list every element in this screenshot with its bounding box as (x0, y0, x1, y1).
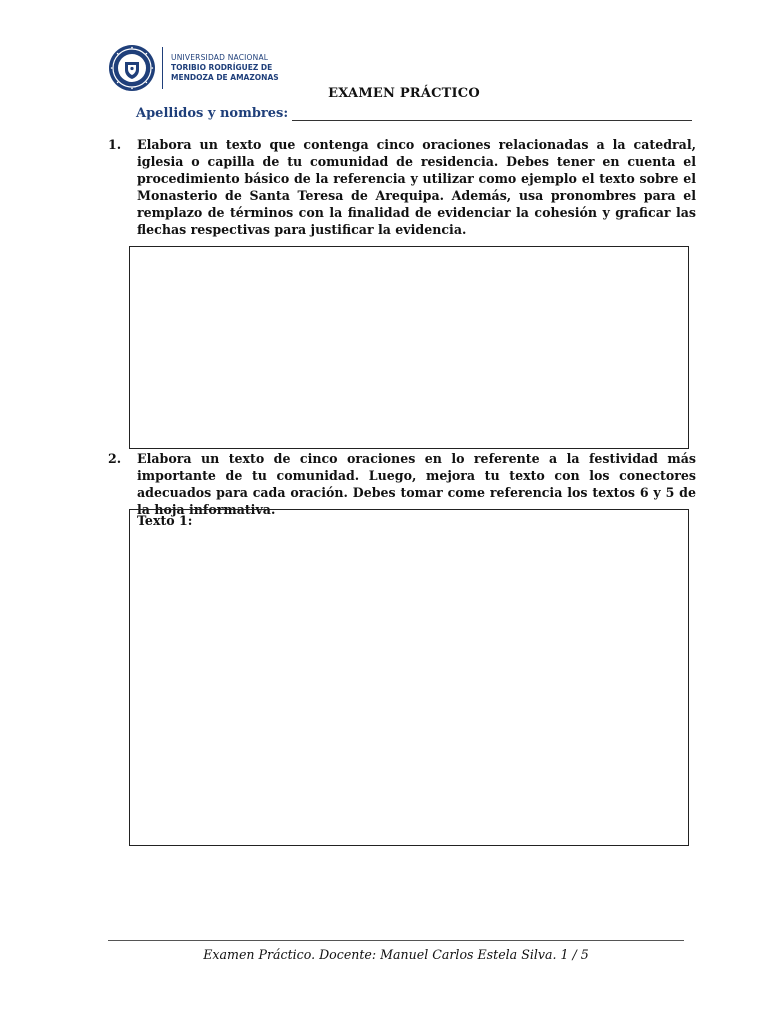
question-2 (108, 450, 696, 518)
student-names-row (136, 103, 692, 121)
logo-line-1: UNIVERSIDAD NACIONAL (171, 53, 269, 62)
question-2-number: 2. (108, 451, 122, 466)
footer-divider (108, 940, 684, 941)
logo-wordmark (171, 53, 279, 83)
student-names-field[interactable] (292, 106, 692, 121)
question-2-text: Elabora un texto de cinco oraciones en lo referente a la festividad más importante de tu comunidad. Luego, mejora tu texto con los conectores adecuados para cada oración. Debes tomar come referencia los textos 6 y 5 de la hoja informativa. (137, 451, 696, 517)
answer-box-2[interactable] (129, 509, 689, 846)
answer-box-1[interactable] (129, 246, 689, 449)
university-seal-icon (108, 44, 156, 92)
exam-title: EXAMEN PRÁCTICO (328, 86, 480, 101)
question-1-text: Elabora un texto que contenga cinco oraciones relacionadas a la catedral, iglesia o capilla de tu comunidad de residencia. Debes tener en cuenta el procedimiento básico de la referencia y utilizar como ejemplo el texto sobre el Monasterio de Santa Teresa de Arequipa. Además, usa pronombres para el remplazo de términos con la finalidad de evidenciar la cohesión y graficar las flechas respectivas para justificar la evidencia. (137, 137, 696, 237)
logo-line-3: MENDOZA DE AMAZONAS (171, 73, 279, 82)
student-names-label: Apellidos y nombres: (136, 106, 289, 121)
logo-divider (162, 47, 163, 89)
answer-box-2-label: Texto 1: (137, 513, 193, 528)
page-footer: Examen Práctico. Docente: Manuel Carlos Estela Silva. 1 / 5 (203, 947, 589, 962)
question-1 (108, 136, 696, 238)
university-logo (108, 44, 298, 92)
question-1-number: 1. (108, 137, 122, 152)
logo-line-2: TORIBIO RODRÍGUEZ DE (171, 63, 273, 72)
